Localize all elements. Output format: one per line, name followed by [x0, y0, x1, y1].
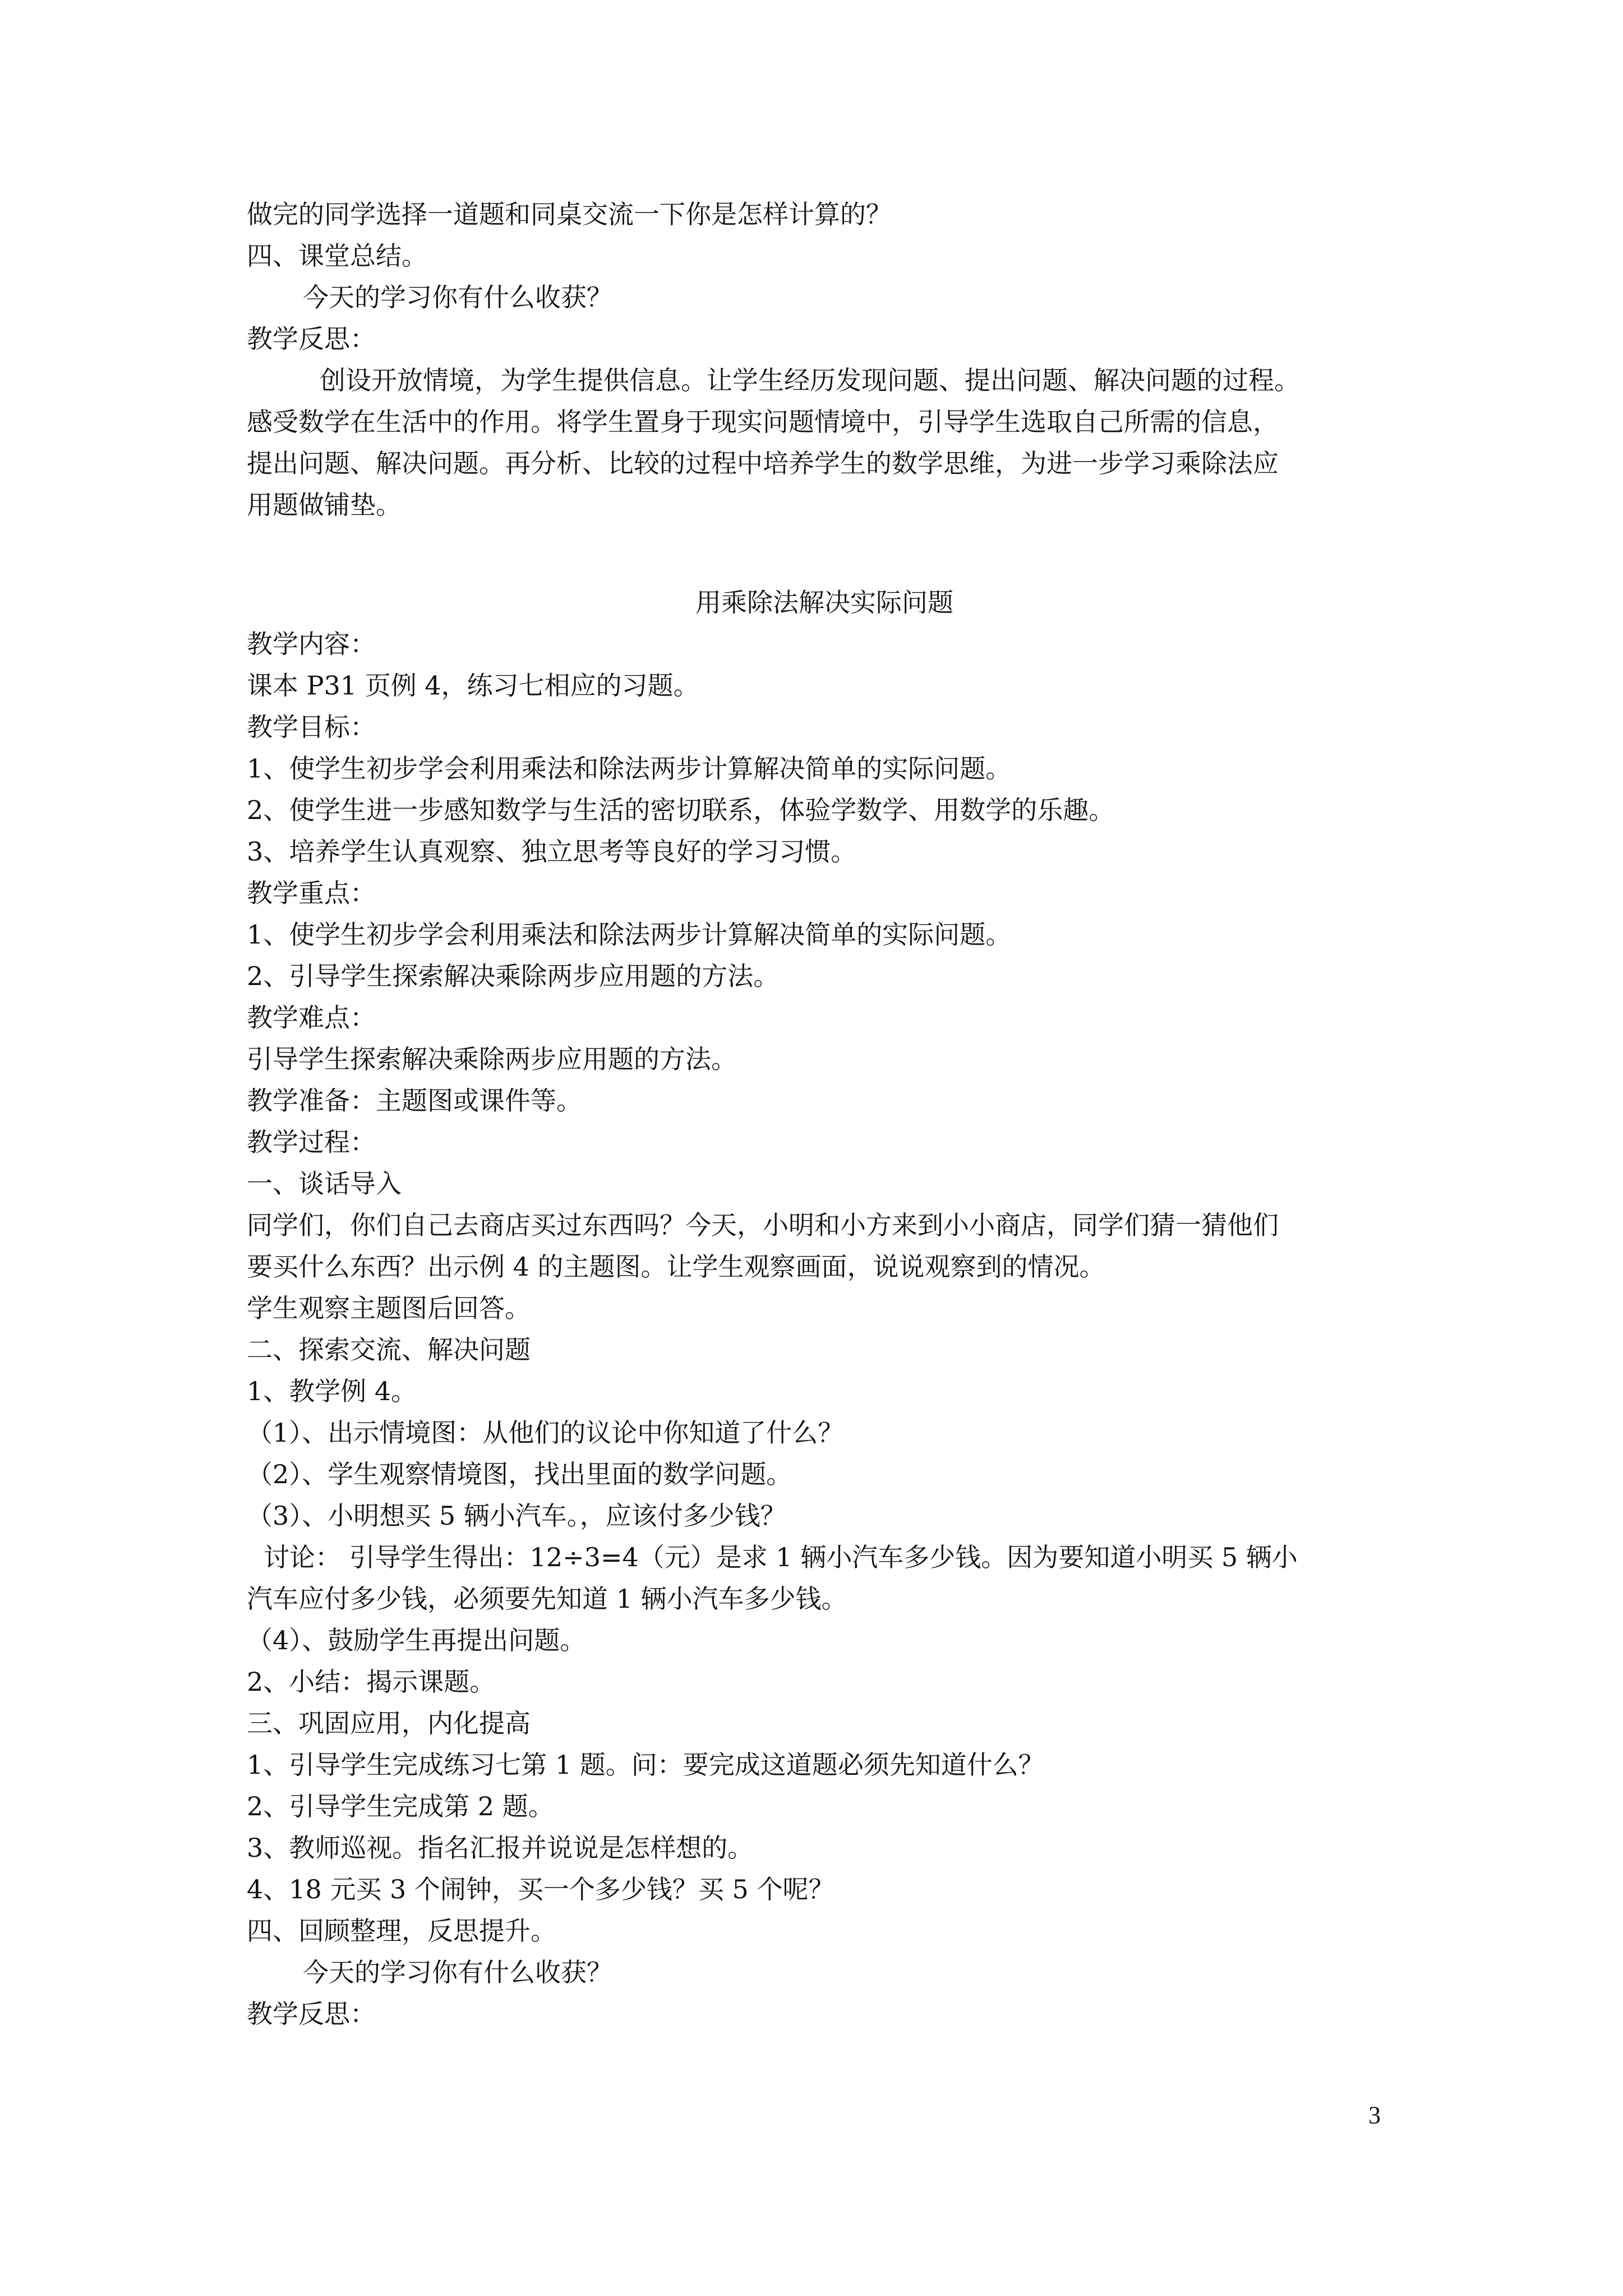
section-heading: 教学重点：: [247, 878, 376, 908]
paragraph-line: 创设开放情境，为学生提供信息。让学生经历发现问题、提出问题、解决问题的过程。: [320, 365, 1300, 395]
section-heading: 教学内容：: [247, 629, 376, 659]
text-line: 课本 P31 页例 4，练习七相应的习题。: [247, 670, 699, 701]
section-heading: 一、谈话导入: [247, 1168, 402, 1199]
list-item: 1、引导学生完成练习七第 1 题。问：要完成这道题必须先知道什么？: [247, 1750, 1044, 1780]
section-heading: 四、回顾整理，反思提升。: [247, 1916, 556, 1946]
list-item: （3）、小明想买 5 辆小汽车。，应该付多少钱？: [247, 1501, 786, 1531]
section-heading: 四、课堂总结。: [247, 241, 427, 271]
spacer: [247, 526, 1402, 582]
section-heading: 三、巩固应用，内化提高: [247, 1708, 531, 1738]
text-line: 教学准备：主题图或课件等。: [247, 1085, 582, 1116]
list-item: （4）、鼓励学生再提出问题。: [247, 1625, 586, 1655]
text-line: 引导学生探索解决乘除两步应用题的方法。: [247, 1044, 737, 1074]
lesson-title: 用乘除法解决实际问题: [695, 587, 953, 618]
paragraph-line: 感受数学在生活中的作用。将学生置身于现实问题情境中，引导学生选取自己所需的信息，: [247, 407, 1279, 437]
list-item: （1）、出示情境图：从他们的议论中你知道了什么？: [247, 1418, 844, 1448]
list-item: 2、引导学生探索解决乘除两步应用题的方法。: [247, 961, 780, 991]
paragraph-line: 同学们，你们自己去商店买过东西吗？今天，小明和小方来到小小商店，同学们猜一猜他们: [247, 1210, 1279, 1240]
paragraph-line: 提出问题、解决问题。再分析、比较的过程中培养学生的数学思维，为进一步学习乘除法应: [247, 448, 1279, 478]
list-item: 2、引导学生完成第 2 题。: [247, 1791, 554, 1821]
section-heading: 二、探索交流、解决问题: [247, 1335, 531, 1365]
paragraph-line: 讨论： 引导学生得出：12÷3=4（元）是求 1 辆小汽车多少钱。因为要知道小明买 5 辆小: [264, 1542, 1298, 1572]
list-item: （2）、学生观察情境图，找出里面的数学问题。: [247, 1459, 792, 1489]
section-heading: 教学反思：: [247, 324, 376, 354]
paragraph-line: 要买什么东西？出示例 4 的主题图。让学生观察画面，说说观察到的情况。: [247, 1251, 1105, 1282]
section-heading: 教学难点：: [247, 1002, 376, 1033]
list-item: 1、使学生初步学会利用乘法和除法两步计算解决简单的实际问题。: [247, 919, 1012, 950]
paragraph-line: 用题做铺垫。: [247, 490, 402, 520]
list-item: 1、教学例 4。: [247, 1376, 417, 1406]
list-item: 3、培养学生认真观察、独立思考等良好的学习习惯。: [247, 836, 857, 867]
section-heading: 教学过程：: [247, 1127, 376, 1157]
list-item: 4、18 元买 3 个闹钟，买一个多少钱？买 5 个呢？: [247, 1874, 834, 1904]
document-page: [247, 194, 1402, 2035]
text-line: 今天的学习你有什么收获？: [303, 282, 612, 312]
section-heading: 教学目标：: [247, 712, 376, 742]
list-item: 1、使学生初步学会利用乘法和除法两步计算解决简单的实际问题。: [247, 753, 1012, 784]
text-line: 学生观察主题图后回答。: [247, 1293, 531, 1323]
page-number: 3: [1368, 2101, 1381, 2129]
text-line: 做完的同学选择一道题和同桌交流一下你是怎样计算的？: [247, 199, 892, 229]
list-item: 2、使学生进一步感知数学与生活的密切联系，体验学数学、用数学的乐趣。: [247, 795, 1115, 825]
paragraph-line: 汽车应付多少钱，必须要先知道 1 辆小汽车多少钱。: [247, 1584, 847, 1614]
section-heading: 教学反思：: [247, 1999, 376, 2029]
text-line: 今天的学习你有什么收获？: [303, 1957, 612, 1987]
list-item: 2、小结：揭示课题。: [247, 1667, 496, 1697]
list-item: 3、教师巡视。指名汇报并说说是怎样想的。: [247, 1833, 754, 1863]
